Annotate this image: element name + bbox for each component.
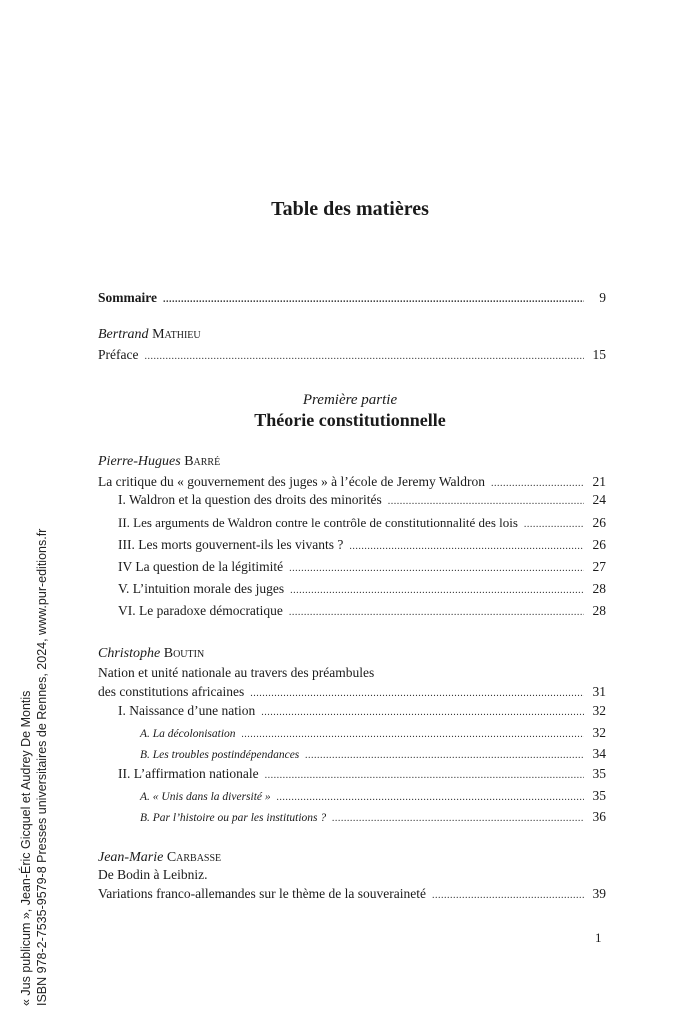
dot-leader xyxy=(265,767,584,784)
toc-page-number: 15 xyxy=(592,347,606,362)
side-note-text xyxy=(18,529,50,1006)
side-note-line: ISBN 978-2-7535-9579-8 Presses universitaires de Rennes, 2024, www.pur-editions.fr xyxy=(35,528,49,1006)
toc-page-number: 28 xyxy=(592,603,606,618)
toc-entry-label: Préface xyxy=(98,347,139,362)
toc-page-number: 34 xyxy=(592,746,606,761)
dot-leader xyxy=(388,493,584,510)
author-last-name: Mathieu xyxy=(152,327,201,342)
toc-entry-section[interactable] xyxy=(118,580,606,599)
toc-entry-label: VI. Le paradoxe démocratique xyxy=(118,603,283,618)
toc-page-number: 26 xyxy=(592,515,606,530)
toc-page-number: 21 xyxy=(592,474,606,489)
toc-entry-section[interactable] xyxy=(118,765,606,784)
author-first-name: Bertrand xyxy=(98,327,149,342)
dot-leader xyxy=(491,475,584,492)
page-title: Table des matières xyxy=(271,198,429,220)
toc-entry-label: A. La décolonisation xyxy=(140,728,236,740)
dot-leader xyxy=(289,604,584,621)
toc-entry-section[interactable] xyxy=(118,558,606,577)
author-first-name: Pierre-Hugues xyxy=(98,454,181,469)
toc-entry-section[interactable] xyxy=(118,536,606,555)
toc-entry-label: B. Par l’histoire ou par les institutions ? xyxy=(140,812,327,824)
author-name xyxy=(98,850,221,866)
toc-entry-subsection[interactable] xyxy=(140,808,606,827)
dot-leader xyxy=(290,582,584,599)
author-first-name: Christophe xyxy=(98,646,161,661)
dot-leader xyxy=(261,704,584,721)
toc-entry-label: I. Waldron et la question des droits des minorités xyxy=(118,492,382,507)
toc-page-number: 32 xyxy=(592,703,606,718)
toc-entry-label: La critique du « gouvernement des juges » à l’école de Jeremy Waldron xyxy=(98,474,486,489)
dot-leader xyxy=(289,560,584,577)
toc-entry-section[interactable] xyxy=(118,514,606,533)
author-name xyxy=(98,327,201,343)
toc-entry-section[interactable] xyxy=(118,602,606,621)
toc-entry-label: II. L’affirmation nationale xyxy=(118,766,259,781)
toc-page-number: 35 xyxy=(592,766,606,781)
toc-entry-chapter[interactable] xyxy=(98,885,606,904)
toc-entry-preface[interactable] xyxy=(98,346,606,365)
toc-entry-subsection[interactable] xyxy=(140,724,606,743)
toc-page-number: 39 xyxy=(592,886,606,901)
toc-page-number: 36 xyxy=(592,809,606,824)
dot-leader xyxy=(144,348,584,365)
toc-entry-label: I. Naissance d’une nation xyxy=(118,703,256,718)
dot-leader xyxy=(349,538,584,555)
page-number: 1 xyxy=(595,930,602,945)
dot-leader xyxy=(277,789,584,806)
toc-entry-section[interactable] xyxy=(118,491,606,510)
toc-entry-chapter[interactable] xyxy=(98,683,606,702)
part-label: Première partie xyxy=(302,392,398,408)
toc-entry-title-line: De Bodin à Leibniz. xyxy=(98,867,208,882)
toc-entry-label: A. « Unis dans la diversité » xyxy=(140,791,271,803)
toc-page-number: 31 xyxy=(592,684,606,699)
toc-entry-subsection[interactable] xyxy=(140,745,606,764)
toc-entry-label: IV La question de la légitimité xyxy=(118,559,284,574)
dot-leader xyxy=(524,516,584,533)
toc-page-number: 32 xyxy=(592,725,606,740)
toc-page-number: 28 xyxy=(592,581,606,596)
side-note-line: « Jus publicum », Jean-Éric Gicquel et Audrey De Montis xyxy=(19,690,33,1006)
toc-entry-sommaire[interactable] xyxy=(98,289,606,308)
author-first-name: Jean-Marie xyxy=(98,850,164,865)
toc-entry-chapter[interactable] xyxy=(98,473,606,492)
toc-entry-label: B. Les troubles postindépendances xyxy=(140,749,300,761)
author-last-name: Carbasse xyxy=(166,850,222,865)
toc-page-number: 9 xyxy=(599,290,606,305)
part-title: Théorie constitutionnelle xyxy=(254,410,446,430)
toc-entry-section[interactable] xyxy=(118,702,606,721)
dot-leader xyxy=(305,747,584,764)
dot-leader xyxy=(332,810,584,827)
toc-entry-title-line: Nation et unité nationale au travers des préambules xyxy=(98,665,375,680)
author-name xyxy=(98,454,220,470)
toc-page-number: 35 xyxy=(592,788,606,803)
author-last-name: Barré xyxy=(184,454,221,469)
toc-entry-label: II. Les arguments de Waldron contre le contrôle de constitutionnalité des lois xyxy=(118,515,518,530)
dot-leader xyxy=(242,726,584,743)
toc-entry-label: Variations franco-allemandes sur le thème de la souveraineté xyxy=(98,886,426,901)
dot-leader xyxy=(163,291,584,308)
toc-entry-label: III. Les morts gouvernent-ils les vivants ? xyxy=(118,537,344,552)
author-last-name: Boutin xyxy=(163,646,205,661)
toc-entry-label: Sommaire xyxy=(98,290,157,305)
toc-page-number: 26 xyxy=(592,537,606,552)
dot-leader xyxy=(250,685,584,702)
toc-page-number: 24 xyxy=(592,492,606,507)
toc-entry-label: V. L’intuition morale des juges xyxy=(118,581,285,596)
author-name xyxy=(98,646,204,662)
dot-leader xyxy=(432,887,584,904)
toc-entry-subsection[interactable] xyxy=(140,787,606,806)
toc-page-number: 27 xyxy=(592,559,606,574)
toc-entry-label: des constitutions africaines xyxy=(98,684,245,699)
